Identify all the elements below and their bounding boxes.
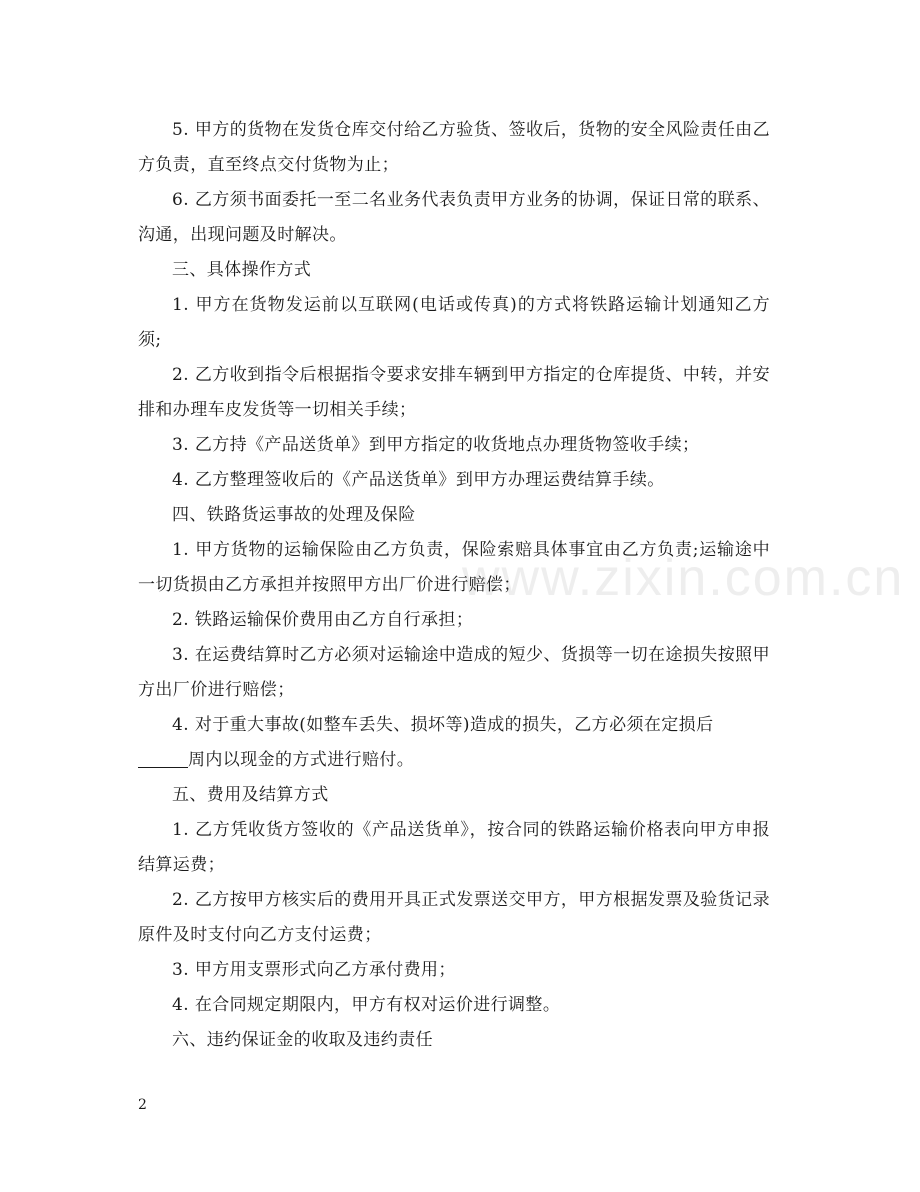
clause-paragraph: 2. 乙方按甲方核实后的费用开具正式发票送交甲方，甲方根据发票及验货记录原件及时支付向乙方支付运费； bbox=[138, 890, 770, 945]
clause-paragraph: 4. 对于重大事故(如整车丢失、损坏等)造成的损失，乙方必须在定损后 bbox=[172, 715, 714, 735]
clause-paragraph: 4. 在合同规定期限内，甲方有权对运价进行调整。 bbox=[172, 995, 561, 1015]
clause-paragraph-continued bbox=[138, 743, 770, 778]
clause-paragraph: 2. 铁路运输保价费用由乙方自行承担； bbox=[172, 610, 474, 630]
clause-paragraph: 6. 乙方须书面委托一至二名业务代表负责甲方业务的协调，保证日常的联系、沟通，出现问题及时解决。 bbox=[138, 190, 770, 245]
fill-in-blank bbox=[138, 749, 188, 768]
section-heading: 四、铁路货运事故的处理及保险 bbox=[172, 505, 416, 525]
section-heading: 三、具体操作方式 bbox=[172, 260, 312, 280]
clause-paragraph: 5. 甲方的货物在发货仓库交付给乙方验货、签收后，货物的安全风险责任由乙方负责，直至终点交付货物为止； bbox=[138, 120, 770, 175]
document-body bbox=[138, 113, 770, 1058]
page-number: 2 bbox=[138, 1097, 147, 1113]
section-heading: 六、违约保证金的收取及违约责任 bbox=[172, 1030, 433, 1050]
clause-paragraph: 1. 甲方货物的运输保险由乙方负责，保险索赔具体事宜由乙方负责;运输途中一切货损由乙方承担并按照甲方出厂价进行赔偿； bbox=[138, 540, 770, 595]
clause-paragraph: 3. 乙方持《产品送货单》到甲方指定的收货地点办理货物签收手续； bbox=[172, 435, 700, 455]
clause-continuation-text: 周内以现金的方式进行赔付。 bbox=[188, 750, 415, 770]
clause-paragraph: 2. 乙方收到指令后根据指令要求安排车辆到甲方指定的仓库提货、中转，并安排和办理车皮发货等一切相关手续； bbox=[138, 365, 770, 420]
clause-paragraph: 3. 在运费结算时乙方必须对运输途中造成的短少、货损等一切在途损失按照甲方出厂价进行赔偿； bbox=[138, 645, 770, 700]
clause-paragraph: 4. 乙方整理签收后的《产品送货单》到甲方办理运费结算手续。 bbox=[172, 470, 665, 490]
watermark: www.zixin.com.cn bbox=[462, 549, 905, 607]
section-heading: 五、费用及结算方式 bbox=[172, 785, 329, 805]
clause-paragraph: 1. 甲方在货物发运前以互联网(电话或传真)的方式将铁路运输计划通知乙方须; bbox=[138, 295, 770, 350]
clause-paragraph: 3. 甲方用支票形式向乙方承付费用； bbox=[172, 960, 456, 980]
clause-paragraph: 1. 乙方凭收货方签收的《产品送货单》，按合同的铁路运输价格表向甲方申报结算运费； bbox=[138, 820, 770, 875]
